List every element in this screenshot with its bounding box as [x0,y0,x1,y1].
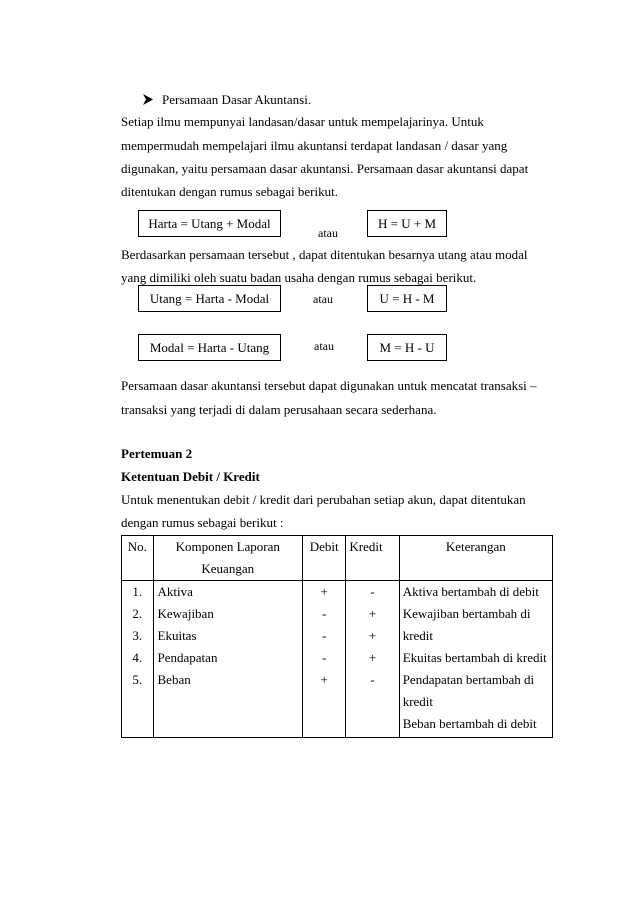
table-cell: 1. [132,584,143,599]
table-cell: Kewajiban [157,606,214,621]
table-cell: - [322,628,327,643]
debit-column [302,581,345,738]
section-subtitle: Ketentuan Debit / Kredit [121,469,260,484]
table-cell: Aktiva [157,584,193,599]
table-cell: 5. [132,672,143,687]
table-cell: kredit [402,694,434,709]
header-debit: Debit [302,536,345,581]
equation-box-u: U = H - M [367,285,447,312]
paragraph-line: ditentukan dengan rumus sebagai berikut. [121,184,338,199]
table-cell: Ekuitas bertambah di kredit [402,650,547,665]
table-cell: Kewajiban bertambah di [402,606,531,621]
table-cell: Beban bertambah di debit [402,716,537,731]
table-cell: Pendapatan bertambah di [402,672,535,687]
paragraph-line: mempermudah mempelajari ilmu akuntansi terdapat landasan / dasar yang [121,138,508,153]
equation-box-m: M = H - U [367,334,447,361]
table-cell: Aktiva bertambah di debit [402,584,539,599]
table-cell: 3. [132,628,143,643]
heading-text: Persamaan Dasar Akuntansi. [162,92,312,107]
equation-box-harta: Harta = Utang + Modal [138,210,281,237]
komponen-column [153,581,302,738]
table-cell: - [322,606,327,621]
table-cell: Pendapatan [157,650,218,665]
paragraph-line: digunakan, yaitu persamaan dasar akuntansi. Persamaan dasar akuntansi dapat [121,161,529,176]
equation-box-utang: Utang = Harta - Modal [138,285,281,312]
table-cell: Ekuitas [157,628,197,643]
paragraph-line: yang dimiliki oleh suatu badan usaha dengan rumus sebagai berikut. [121,270,477,285]
header-keterangan: Keterangan [399,536,552,581]
header-no: No. [122,536,154,581]
equation-box-modal: Modal = Harta - Utang [138,334,281,361]
keterangan-column [399,581,552,738]
section-title: Pertemuan 2 [121,446,193,461]
paragraph-line: dengan rumus sebagai berikut : [121,515,284,530]
table-cell: + [368,606,377,621]
table-cell: Beban [157,672,191,687]
paragraph-line: Persamaan dasar akuntansi tersebut dapat digunakan untuk mencatat transaksi – [121,378,537,393]
table-cell: + [368,628,377,643]
arrowhead-bullet-icon [143,93,153,109]
table-cell: + [368,650,377,665]
table-cell: + [320,672,328,687]
table-cell: - [370,584,375,599]
table-cell: kredit [402,628,434,643]
atau-label: atau [314,339,334,353]
table-cell: + [320,584,328,599]
table-body-row [122,581,553,738]
atau-label: atau [313,292,333,306]
table-cell: - [322,650,327,665]
section-heading [143,92,311,109]
equation-box-h: H = U + M [367,210,447,237]
paragraph-line: Setiap ilmu mempunyai landasan/dasar untuk mempelajarinya. Untuk [121,114,484,129]
atau-label: atau [318,226,338,240]
header-komponen-line2: Keuangan [201,561,255,576]
paragraph-line: transaksi yang terjadi di dalam perusahaan secara sederhana. [121,402,437,417]
table-cell: - [370,672,375,687]
paragraph-line: Untuk menentukan debit / kredit dari perubahan setiap akun, dapat ditentukan [121,492,526,507]
header-komponen-line1: Komponen Laporan [175,539,280,554]
header-komponen [153,536,302,581]
no-column [122,581,154,738]
header-kredit: Kredit [346,536,399,581]
paragraph-line: Berdasarkan persamaan tersebut , dapat ditentukan besarnya utang atau modal [121,247,528,262]
table-cell: 4. [132,650,143,665]
table-header-row [122,536,553,581]
debit-kredit-table [121,535,553,738]
table-cell: 2. [132,606,143,621]
kredit-column [346,581,399,738]
